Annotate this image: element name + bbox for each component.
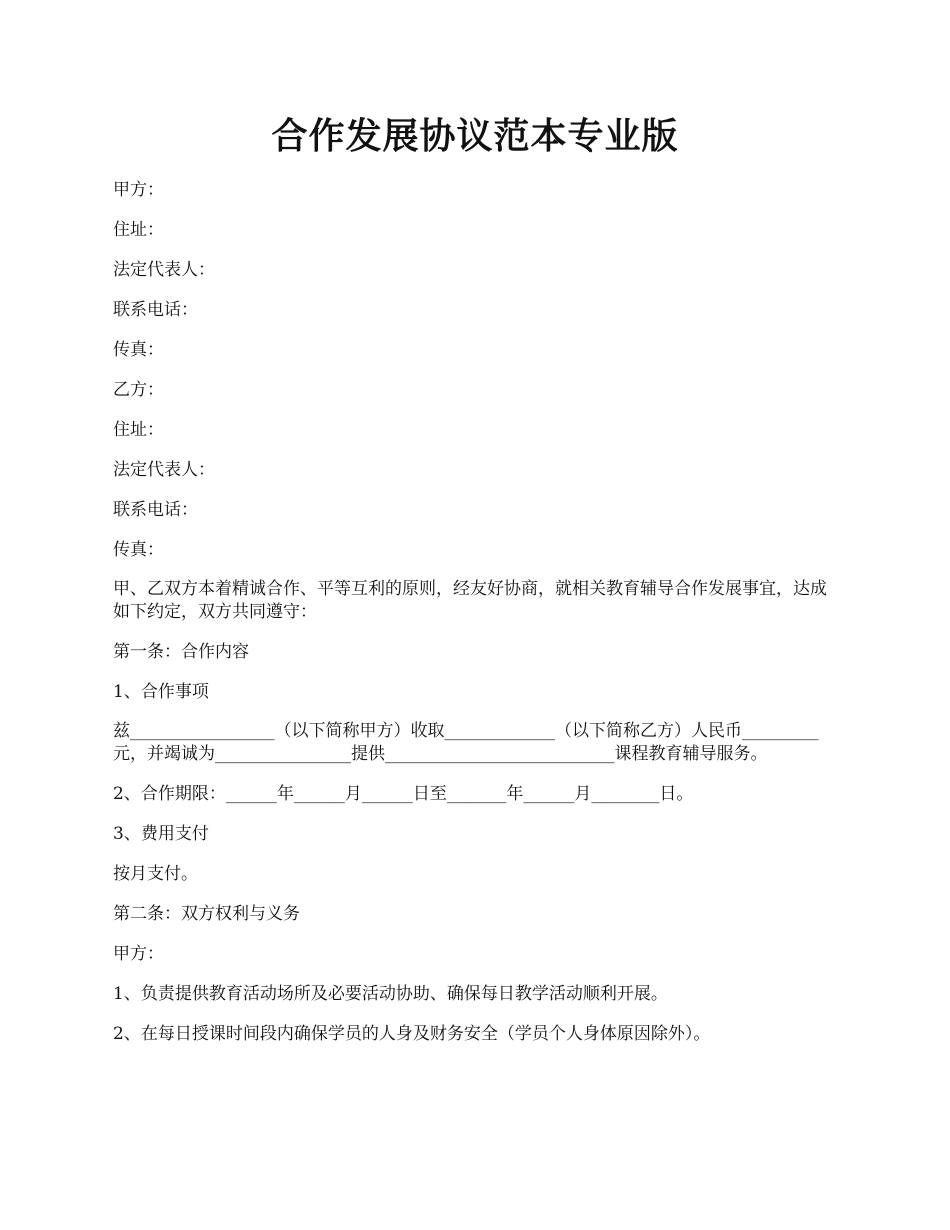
party-b-address: 住址： bbox=[113, 420, 164, 440]
party-a-fax: 传真： bbox=[113, 340, 164, 360]
party-a-label: 甲方： bbox=[113, 180, 164, 200]
article1-item3-heading: 3、费用支付 bbox=[113, 824, 209, 844]
article2-duty-1: 1、负责提供教育活动场所及必要活动协助、确保每日教学活动顺利开展。 bbox=[113, 984, 668, 1004]
party-a-address: 住址： bbox=[113, 220, 164, 240]
document-body bbox=[113, 178, 843, 1062]
article1-item1-heading: 1、合作事项 bbox=[113, 682, 209, 702]
preamble-paragraph: 甲、乙双方本着精诚合作、平等互利的原则，经友好协商，就相关教育辅导合作发展事宜，达成如下约定，双方共同遵守： bbox=[113, 579, 827, 622]
party-a-legal-rep: 法定代表人： bbox=[113, 260, 215, 280]
article2-heading: 第二条：双方权利与义务 bbox=[113, 904, 300, 924]
article1-item2-text: 2、合作期限：______年______月______日至_______年______月________日。 bbox=[113, 784, 694, 804]
article1-item3-text: 按月支付。 bbox=[113, 864, 198, 884]
article1-item1-text: 兹_________________（以下简称甲方）收取_____________（以下简称乙方）人民币_________元，并竭诚为________________提供___________________________课程教育辅导服务。 bbox=[113, 721, 819, 764]
document-title: 合作发展协议范本专业版 bbox=[271, 115, 679, 157]
party-b-legal-rep: 法定代表人： bbox=[113, 460, 215, 480]
party-b-label: 乙方： bbox=[113, 380, 164, 400]
party-a-phone: 联系电话： bbox=[113, 300, 198, 320]
article1-heading: 第一条：合作内容 bbox=[113, 642, 249, 662]
article2-party-a-label: 甲方： bbox=[113, 944, 164, 964]
article2-duty-2: 2、在每日授课时间段内确保学员的人身及财务安全（学员个人身体原因除外）。 bbox=[113, 1024, 711, 1044]
party-b-fax: 传真： bbox=[113, 540, 164, 560]
party-b-phone: 联系电话： bbox=[113, 500, 198, 520]
